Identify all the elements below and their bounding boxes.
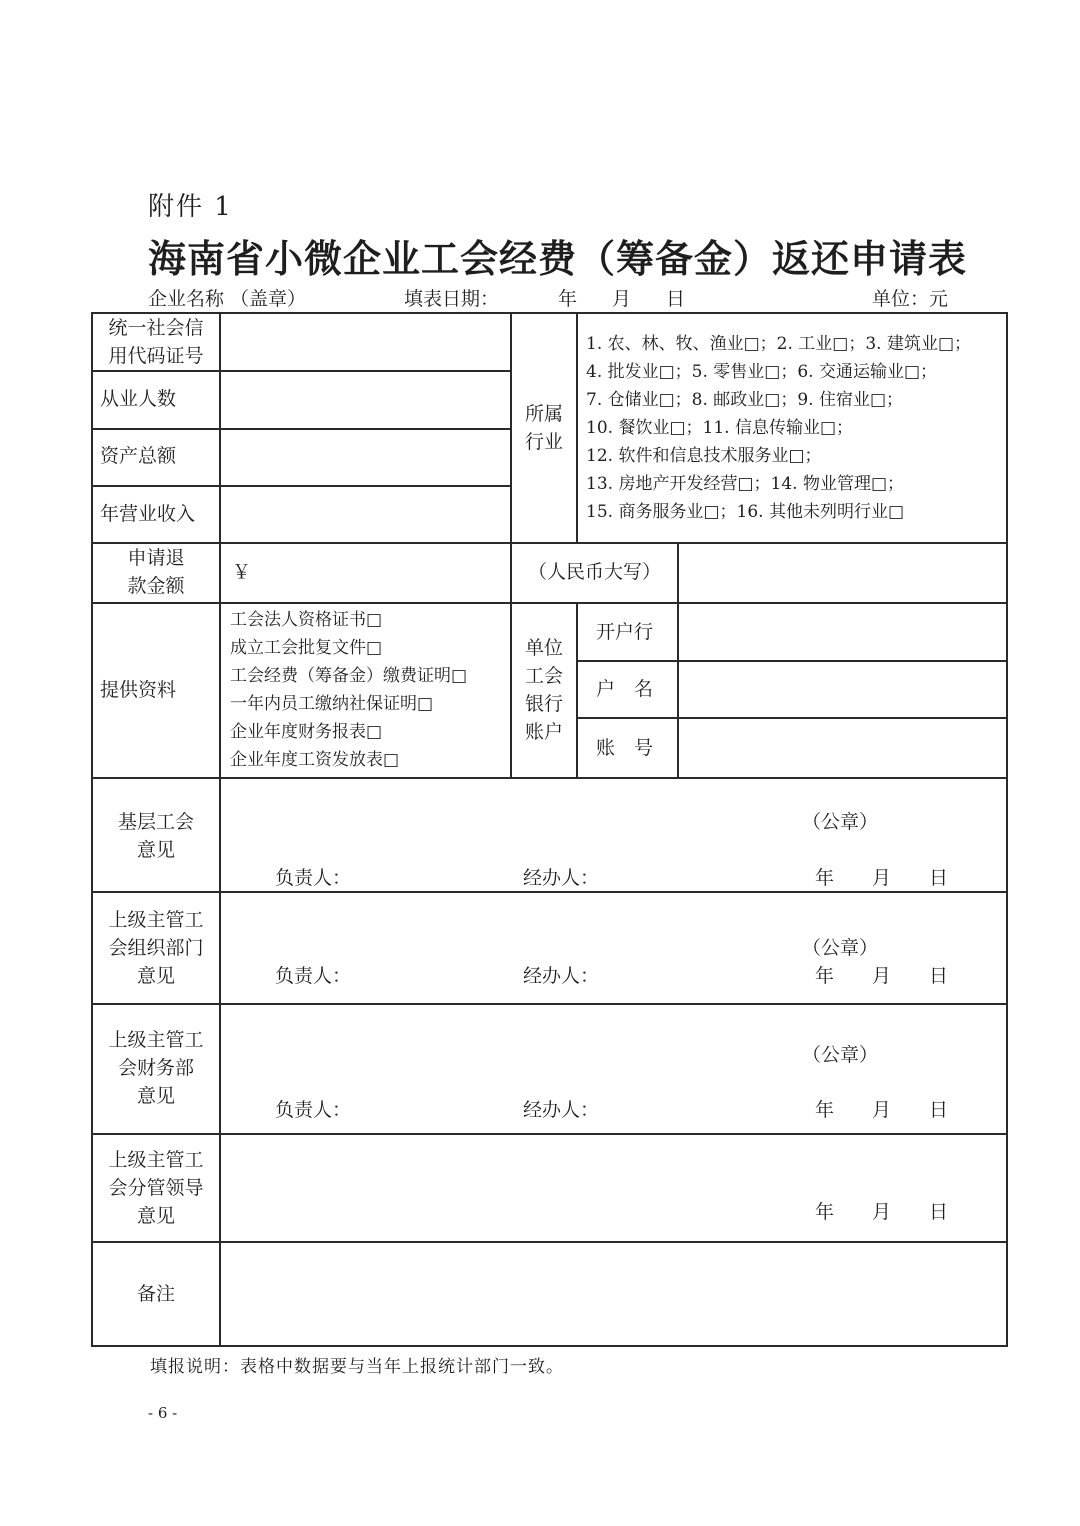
refund-amount-label: 申请退 款金额 (127, 547, 185, 597)
fill-date-label: 填表日期： (404, 288, 500, 310)
official-seal-label: （公章） (802, 811, 879, 833)
organization-dept-opinion-label: 上级主管工 会组织部门 意见 (108, 909, 204, 987)
page-number: - 6 - (148, 1404, 178, 1422)
responsible-person-label: 负责人： (275, 965, 352, 987)
remarks-field[interactable] (222, 1244, 1004, 1344)
date-month: 月 (612, 288, 632, 310)
account-number-label: 账 号 (596, 737, 654, 759)
table-border-top (91, 312, 1008, 314)
col-divider (576, 602, 578, 778)
total-assets-field[interactable] (222, 431, 508, 484)
handler-label: 经办人： (523, 1099, 600, 1121)
filling-instructions: 填报说明：表格中数据要与当年上报统计部门一致。 (150, 1357, 564, 1377)
account-name-label: 户 名 (596, 678, 654, 700)
opening-bank-field[interactable] (681, 606, 1004, 659)
row-divider (91, 1133, 1008, 1135)
row-divider (91, 485, 511, 487)
industry-option[interactable]: 4. 批发业□；5. 零售业□；6. 交通运输业□； (586, 362, 938, 382)
refund-amount-field[interactable] (260, 546, 506, 600)
employees-field[interactable] (222, 373, 508, 427)
employees-label: 从业人数 (100, 388, 177, 410)
material-checkbox[interactable]: 企业年度工资发放表□ (230, 750, 400, 770)
signature-date: 年 月 日 (815, 867, 949, 889)
col-divider (677, 542, 679, 778)
account-name-field[interactable] (681, 663, 1004, 716)
total-assets-label: 资产总额 (100, 445, 177, 467)
industry-option[interactable]: 12. 软件和信息技术服务业□； (586, 446, 822, 466)
uppercase-amount-label: （人民币大写） (528, 561, 662, 583)
responsible-person-label: 负责人： (275, 1099, 352, 1121)
currency-symbol: ￥ (232, 561, 252, 583)
official-seal-label: （公章） (802, 937, 879, 959)
credit-code-label: 统一社会信 用代码证号 (108, 317, 204, 367)
bank-account-label: 单位 工会 银行 账户 (524, 637, 563, 743)
material-checkbox[interactable]: 企业年度财务报表□ (230, 722, 383, 742)
signature-date: 年 月 日 (815, 965, 949, 987)
row-divider (91, 370, 511, 372)
materials-label: 提供资料 (100, 679, 177, 701)
handler-label: 经办人： (523, 965, 600, 987)
row-divider (91, 777, 1008, 779)
material-checkbox[interactable]: 一年内员工缴纳社保证明□ (230, 694, 434, 714)
signature-date: 年 月 日 (815, 1099, 949, 1121)
table-border-bottom (91, 1345, 1008, 1347)
industry-option[interactable]: 13. 房地产开发经营□；14. 物业管理□； (586, 474, 905, 494)
finance-dept-opinion-label: 上级主管工 会财务部 意见 (108, 1029, 204, 1107)
opening-bank-label: 开户行 (596, 621, 654, 643)
responsible-person-label: 负责人： (275, 867, 352, 889)
date-day: 日 (666, 288, 686, 310)
uppercase-amount-field[interactable] (681, 546, 1004, 600)
company-name-label: 企业名称 （盖章） (148, 288, 307, 310)
grassroots-union-opinion-label: 基层工会 意见 (117, 811, 194, 861)
industry-label: 所属 行业 (524, 403, 563, 453)
material-checkbox[interactable]: 工会法人资格证书□ (230, 610, 383, 630)
row-divider (91, 602, 1008, 604)
date-year: 年 (558, 288, 578, 310)
table-border-right (1006, 312, 1008, 1347)
material-checkbox[interactable]: 工会经费（筹备金）缴费证明□ (230, 666, 468, 686)
annual-revenue-label: 年营业收入 (100, 503, 196, 525)
row-divider (91, 1241, 1008, 1243)
row-divider (91, 428, 511, 430)
row-divider (577, 717, 1008, 719)
row-divider (91, 542, 1008, 544)
official-seal-label: （公章） (802, 1044, 879, 1066)
industry-option[interactable]: 10. 餐饮业□；11. 信息传输业□； (586, 418, 854, 438)
handler-label: 经办人： (523, 867, 600, 889)
material-checkbox[interactable]: 成立工会批复文件□ (230, 638, 383, 658)
signature-date: 年 月 日 (815, 1201, 949, 1223)
row-divider (91, 1003, 1008, 1005)
row-divider (577, 660, 1008, 662)
industry-option[interactable]: 15. 商务服务业□；16. 其他未列明行业□ (586, 502, 905, 522)
form-title: 海南省小微企业工会经费（筹备金）返还申请表 (148, 237, 968, 281)
account-number-field[interactable] (681, 720, 1004, 776)
remarks-label: 备注 (136, 1283, 175, 1305)
col-divider (576, 312, 578, 543)
annual-revenue-field[interactable] (222, 488, 508, 541)
industry-option[interactable]: 1. 农、林、牧、渔业□；2. 工业□；3. 建筑业□； (586, 334, 972, 354)
unit-label: 单位：元 (872, 288, 949, 310)
credit-code-field[interactable] (222, 315, 508, 369)
attachment-label: 附件 1 (148, 192, 233, 222)
leader-opinion-label: 上级主管工 会分管领导 意见 (108, 1149, 204, 1227)
industry-option[interactable]: 7. 仓储业□；8. 邮政业□；9. 住宿业□； (586, 390, 904, 410)
